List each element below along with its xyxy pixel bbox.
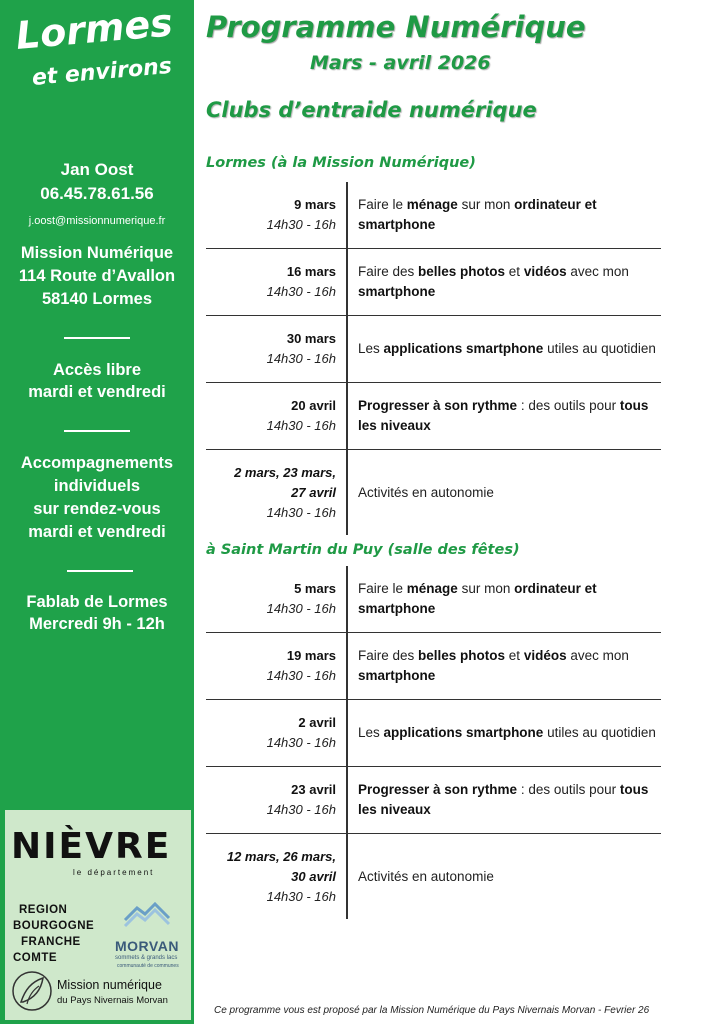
partner-logos	[5, 810, 191, 1020]
fablab-line-2: Mercredi 9h - 12h	[29, 615, 165, 633]
table-row	[206, 633, 661, 700]
address-line-1: Mission Numérique	[20, 244, 174, 262]
brand-title: Lormes	[14, 0, 175, 58]
table-row	[206, 834, 661, 920]
row-time: 14h30 - 16h	[266, 668, 336, 683]
table-row	[206, 450, 661, 536]
row-date: 2 mars, 23 mars,	[234, 465, 336, 480]
contact-email[interactable]: j.oost@missionnumerique.fr	[28, 215, 166, 227]
row-date: 16 mars	[286, 264, 336, 279]
mission-logo-title: Mission numérique	[57, 978, 162, 992]
free-access-line-2: mardi et vendredi	[28, 383, 166, 401]
morvan-logo: MORVAN	[115, 938, 179, 954]
nievre-logo: NIÈVRE	[11, 826, 172, 867]
row-time: 14h30 - 16h	[266, 284, 336, 299]
section-title-saint-martin: à Saint Martin du Puy (salle des fêtes)	[206, 542, 520, 558]
contact-block	[0, 158, 194, 230]
nievre-logo-subtitle: le département	[73, 868, 155, 877]
address-block	[0, 242, 194, 311]
table-row	[206, 767, 661, 834]
table-row	[206, 316, 661, 383]
mission-logo-subtitle: du Pays Nivernais Morvan	[57, 995, 168, 1006]
table-row	[206, 700, 661, 767]
support-line-1: Accompagnements	[20, 454, 174, 472]
table-row	[206, 249, 661, 316]
row-date: 23 avril	[291, 782, 336, 797]
row-date: 19 mars	[286, 648, 336, 663]
address-line-2: 114 Route d’Avallon	[18, 267, 176, 285]
free-access-block	[0, 359, 194, 403]
page-title: Programme Numérique	[206, 10, 586, 44]
fablab-block	[0, 591, 194, 635]
fablab-line-1: Fablab de Lormes	[26, 593, 168, 611]
section-title-lormes: Lormes (à la Mission Numérique)	[206, 155, 476, 171]
contact-phone[interactable]: 06.45.78.61.56	[40, 184, 154, 203]
row-description: Faire le ménage sur mon ordinateur et smartphone	[358, 197, 597, 232]
region-logo-line: BOURGOGNE	[13, 920, 95, 932]
row-time: 14h30 - 16h	[266, 735, 336, 750]
free-access-line-1: Accès libre	[52, 361, 142, 379]
address-line-3: 58140 Lormes	[41, 290, 153, 308]
morvan-logo-subtitle: sommets & grands lacs	[115, 955, 178, 961]
row-date: 30 mars	[286, 331, 336, 346]
row-description: Faire le ménage sur mon ordinateur et smartphone	[358, 581, 597, 616]
table-row	[206, 182, 661, 249]
table-row	[206, 383, 661, 450]
row-time: 14h30 - 16h	[266, 505, 336, 520]
row-description: Progresser à son rythme : des outils pour tous les niveaux	[358, 782, 649, 817]
schedule-table-saint-martin	[206, 566, 661, 920]
row-date: 9 mars	[294, 197, 336, 212]
row-description: Activités en autonomie	[358, 485, 494, 500]
table-row	[206, 566, 661, 633]
morvan-logo-caption: communauté de communes	[117, 963, 179, 969]
region-logo	[13, 902, 94, 966]
row-description: Faire des belles photos et vidéos avec mon smartphone	[358, 264, 629, 299]
region-logo-line: REGION	[19, 904, 68, 916]
support-block	[0, 452, 194, 544]
row-date: 27 avril	[291, 485, 336, 500]
brand-subtitle: et environs	[30, 53, 173, 91]
page-dates: Mars - avril 2026	[310, 52, 491, 74]
contact-name: Jan Oost	[60, 160, 134, 179]
row-description: Activités en autonomie	[358, 869, 494, 884]
morvan-mountains-icon	[123, 898, 171, 930]
row-description: Les applications smartphone utiles au quotidien	[358, 725, 656, 740]
support-line-4: mardi et vendredi	[28, 523, 166, 541]
row-time: 14h30 - 16h	[266, 889, 336, 904]
page-subtitle: Clubs d’entraide numérique	[206, 98, 537, 122]
support-line-3: sur rendez-vous	[33, 500, 161, 518]
row-date: 20 avril	[291, 398, 336, 413]
row-date: 2 avril	[298, 715, 336, 730]
row-date: 5 mars	[294, 581, 336, 596]
schedule-table-lormes	[206, 182, 661, 536]
support-line-2: individuels	[53, 477, 141, 495]
divider	[64, 337, 130, 339]
row-time: 14h30 - 16h	[266, 802, 336, 817]
row-time: 14h30 - 16h	[266, 418, 336, 433]
footer-note: Ce programme vous est proposé par la Mission Numérique du Pays Nivernais Morvan - Fevrier 26	[214, 1005, 650, 1016]
row-time: 14h30 - 16h	[266, 217, 336, 232]
region-logo-line: FRANCHE	[21, 936, 81, 948]
region-logo-line: COMTE	[13, 952, 58, 964]
row-description: Progresser à son rythme : des outils pour tous les niveaux	[358, 398, 649, 433]
row-time: 14h30 - 16h	[266, 601, 336, 616]
mission-numerique-leaf-icon	[11, 970, 53, 1012]
row-date: 30 avril	[291, 869, 336, 884]
row-description: Faire des belles photos et vidéos avec mon smartphone	[358, 648, 629, 683]
row-time: 14h30 - 16h	[266, 351, 336, 366]
sidebar	[0, 0, 194, 1024]
row-date: 12 mars, 26 mars,	[226, 849, 336, 864]
divider	[64, 430, 130, 432]
divider	[67, 570, 133, 572]
row-description: Les applications smartphone utiles au quotidien	[358, 341, 656, 356]
